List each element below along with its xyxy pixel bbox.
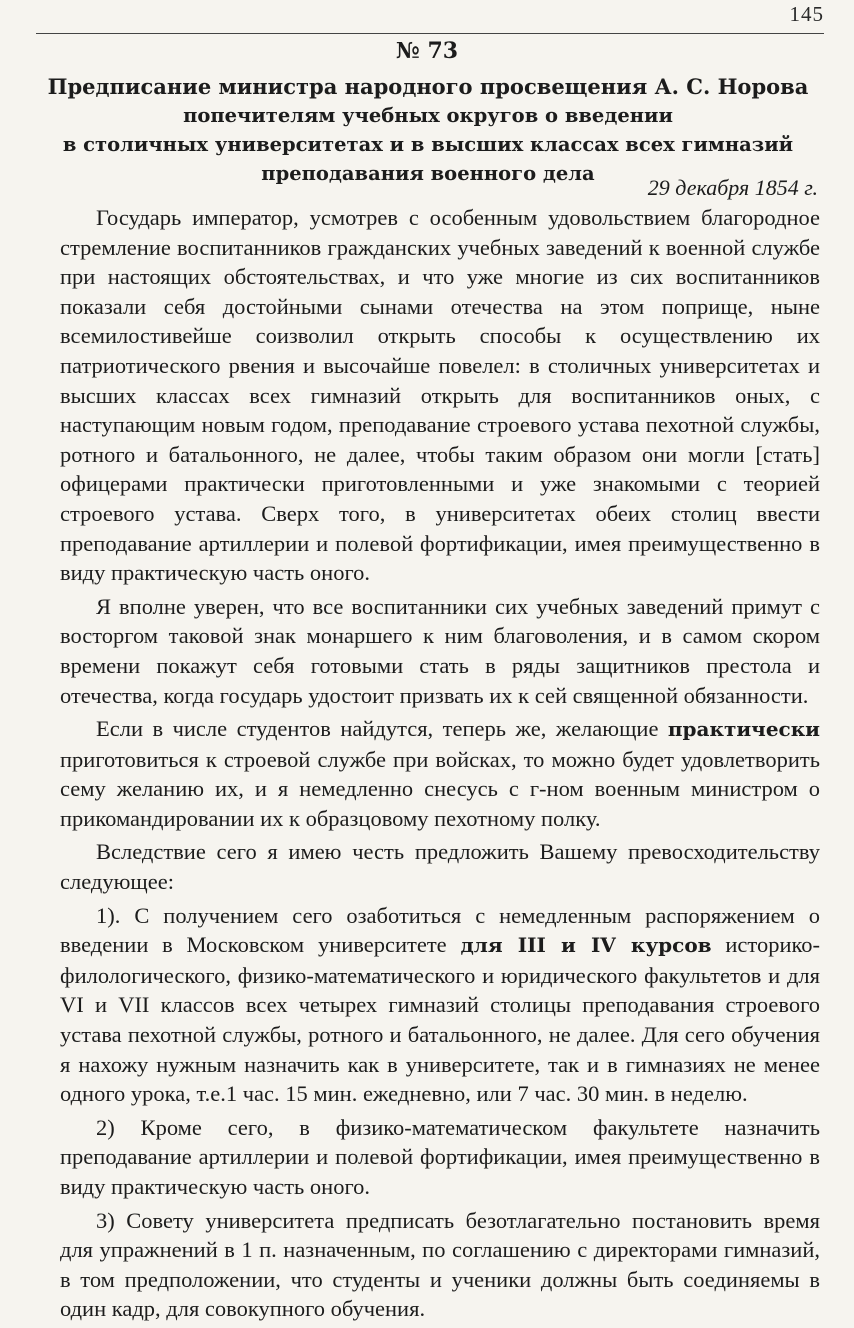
paragraph-7: 3) Совету университета предписать безотлагательно постановить время для упражнений в 1 п. назначенным, по соглашению с директорами гимназий, в том предположении, что студенты и ученики должны быть соединяемы в один кадр, для совокупного обучения.	[60, 1207, 820, 1322]
header-divider	[36, 33, 824, 34]
document-date: 29 декабря 1854 г.	[647, 175, 818, 200]
document-number: № 73	[395, 38, 459, 64]
paragraph-1: Государь император, усмотрев с особенным удовольствием благородное стремление воспитанников гражданских учебных заведений к военной службе при настоящих обстоятельствах, и что уже многие из сих воспитанников показали себя достойными сынами отечества на этом поприще, ныне всемилостивейше соизволил открыть способы к осуществлению их патриотического рвения и высочайше повелел: в столичных университетах и высших классах всех гимназий открыть для воспитанников оных, с наступающим новым годом, преподавание строевого устава пехотной службы, ротного и батальонного, не далее, чтобы таким образом они могли [стать] офицерами практически приготовленными и уже знакомыми с теорией строевого устава. Сверх того, в университетах обеих столиц ввести преподавание артиллерии и полевой фортификации, имея преимущественно в виду практическую часть оного.	[60, 205, 820, 586]
paragraph-3	[60, 714, 820, 833]
page-number: 145	[789, 2, 824, 26]
document-body	[60, 203, 820, 1328]
paragraph-3-bold: практически	[667, 717, 820, 742]
title-line-3: в столичных университетах и в высших классах всех гимназий	[62, 133, 794, 156]
paragraph-3-text-b: приготовиться к строевой службе при войсках, то можно будет удовлетворить сему желанию их, и я немедленно снесусь с г-ном военным министром о прикомандировании их к образцовому пехотному полку.	[60, 746, 820, 831]
paragraph-5-text-b: историко-филологического, физико-математического и юридического факультетов и для VI и VII классов всех четырех гимназий столицы преподавания строевого устава пехотной службы, ротного и батальонного, не далее. Для сего обучения я нахожу нужным назначить как в университете, так и в гимназиях не менее одного урока, т.е.1 час. 15 мин. ежедневно, или 7 час. 30 мин. в неделю.	[60, 932, 821, 1107]
paragraph-5	[60, 901, 820, 1109]
title-line-4: преподавания военного дела	[261, 162, 595, 185]
document-title	[40, 72, 816, 188]
paragraph-5-text-a: 1). С получением сего озаботиться с немедленным распоряжением о введении в Московском университете	[60, 902, 820, 958]
paragraph-6: 2) Кроме сего, в физико-математическом факультете назначить преподавание артиллерии и полевой фортификации, имея преимущественно в виду практическую часть оного.	[60, 1114, 820, 1199]
paragraph-2: Я вполне уверен, что все воспитанники сих учебных заведений примут с восторгом таковой знак монаршего к ним благоволения, и в самом скором времени покажут себя готовыми стать в ряды защитников престола и отечества, когда государь удостоит призвать их к сей священной обязанности.	[60, 593, 820, 708]
paragraph-5-bold: для III и IV курсов	[460, 933, 712, 958]
paragraph-4: Вследствие сего я имею честь предложить Вашему превосходительству следующее:	[60, 839, 820, 895]
title-line-1: Предписание министра народного просвещения А. С. Норова	[47, 74, 809, 99]
title-line-2: попечителям учебных округов о введении	[183, 104, 673, 127]
paragraph-3-text-a: Если в числе студентов найдутся, теперь же, желающие	[96, 716, 659, 742]
